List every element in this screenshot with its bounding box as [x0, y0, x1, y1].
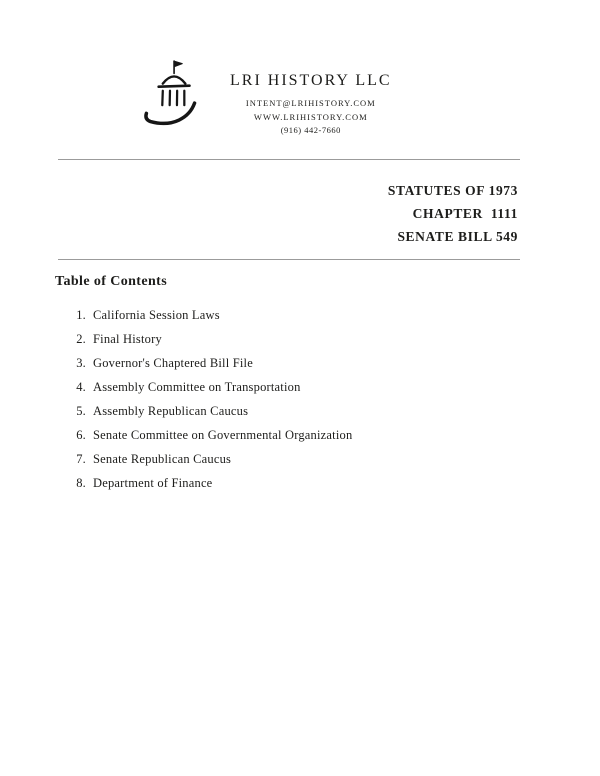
- toc-item-number: 1.: [76, 308, 86, 322]
- toc-item: [70, 381, 540, 394]
- toc-item: [70, 357, 540, 370]
- toc-item: [70, 477, 540, 490]
- toc-item-label: California Session Laws: [93, 308, 220, 322]
- chapter-line: CHAPTER 1111: [412, 206, 518, 221]
- toc-title: Table of Contents: [55, 274, 168, 289]
- divider-bottom: [58, 259, 520, 260]
- toc-item-number: 7.: [76, 452, 86, 466]
- toc-item: [70, 333, 540, 346]
- company-website: WWW.LRIHISTORY.COM: [253, 111, 368, 122]
- toc-item-label: Senate Committee on Governmental Organization: [93, 428, 353, 442]
- toc-item-number: 3.: [76, 356, 86, 370]
- letterhead: [138, 58, 392, 140]
- company-phone: (916) 442-7660: [280, 125, 341, 136]
- toc-item-label: Assembly Committee on Transportation: [93, 380, 301, 394]
- toc-item-number: 5.: [76, 404, 86, 418]
- capitol-building-icon: [138, 58, 204, 140]
- toc-item-label: Senate Republican Caucus: [93, 452, 232, 466]
- statute-reference: [388, 179, 518, 248]
- toc-item: [70, 309, 540, 322]
- toc-item-number: 6.: [76, 428, 86, 442]
- company-block: [230, 58, 392, 138]
- company-email: INTENT@LRIHISTORY.COM: [245, 98, 376, 108]
- toc-item-label: Final History: [93, 332, 162, 346]
- toc-item: [70, 429, 540, 442]
- company-name: LRI HISTORY LLC: [230, 72, 392, 89]
- toc-item-label: Assembly Republican Caucus: [93, 404, 249, 418]
- toc-list: [70, 309, 540, 501]
- toc-item-label: Department of Finance: [93, 476, 213, 490]
- toc-item: [70, 405, 540, 418]
- toc-item-label: Governor's Chaptered Bill File: [93, 356, 253, 370]
- statutes-line: STATUTES OF 1973: [387, 183, 518, 198]
- toc-item: [70, 453, 540, 466]
- toc-item-number: 2.: [76, 332, 86, 346]
- toc-item-number: 8.: [76, 476, 86, 490]
- toc-item-number: 4.: [76, 380, 86, 394]
- senate-bill-line: SENATE BILL 549: [397, 229, 518, 244]
- divider-top: [58, 159, 520, 160]
